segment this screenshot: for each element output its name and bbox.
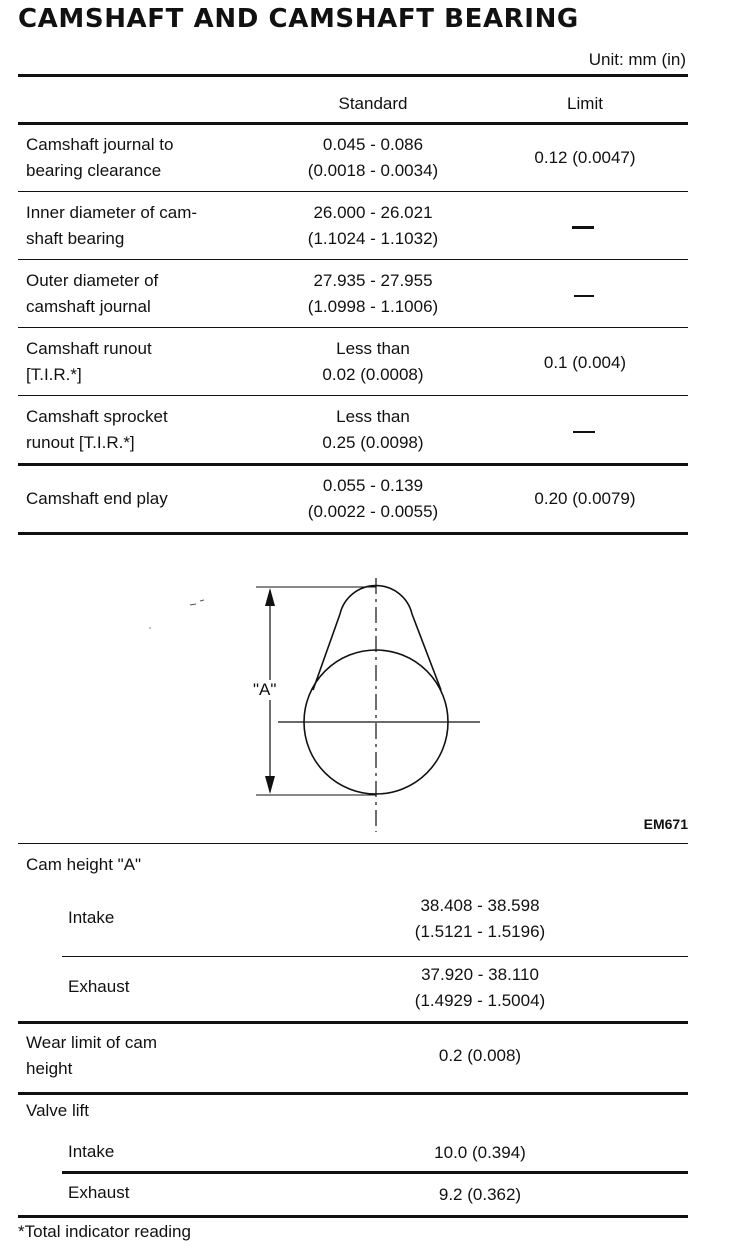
no-limit-dash [572,226,594,229]
table-rule [18,532,688,535]
row-standard: Less than 0.02 (0.0008) [322,339,424,384]
table-rule [18,122,688,125]
table-rule [18,463,688,466]
table-rule [18,395,688,396]
intake-valve-lift-value: 10.0 (0.394) [434,1143,526,1162]
table-rule [18,259,688,260]
no-limit-dash [574,295,594,297]
table-rule [62,956,688,957]
table-rule [18,74,688,77]
figure-code: EM671 [643,816,688,832]
row-standard: 27.935 - 27.955 (1.0998 - 1.1006) [307,271,439,316]
row-name: Camshaft journal to bearing clearance [26,135,174,180]
table-rule [18,1021,688,1024]
footnote: *Total indicator reading [18,1222,191,1241]
exhaust-cam-height-value: 37.920 - 38.110 (1.4929 - 1.5004) [414,965,546,1010]
wear-limit-value: 0.2 (0.008) [438,1046,522,1065]
row-name: Camshaft runout [T.I.R.*] [26,339,152,384]
row-standard: 0.045 - 0.086 (0.0018 - 0.0034) [307,135,439,180]
cam-lobe-diagram [0,540,736,840]
table-rule [18,1092,688,1095]
dimension-label-a: "A" [253,680,277,699]
valve-lift-label: Valve lift [26,1101,89,1120]
row-name: Camshaft end play [26,489,168,508]
exhaust-valve-lift-value: 9.2 (0.362) [438,1185,522,1204]
table-rule [18,1215,688,1218]
row-standard: 0.055 - 0.139 (0.0022 - 0.0055) [307,476,439,521]
cam-height-label: Cam height "A" [26,855,142,874]
table-rule [62,1171,688,1174]
row-standard: 26.000 - 26.021 (1.1024 - 1.1032) [307,203,439,248]
no-limit-dash [573,431,595,433]
intake-cam-height-value: 38.408 - 38.598 (1.5121 - 1.5196) [414,896,546,941]
row-limit: 0.12 (0.0047) [534,148,636,167]
row-name: Camshaft sprocket runout [T.I.R.*] [26,407,168,452]
intake-label: Intake [68,1142,115,1161]
wear-limit-label: Wear limit of cam height [26,1033,157,1078]
table-rule [18,843,688,844]
row-limit: 0.1 (0.004) [543,353,627,372]
row-name: Outer diameter of camshaft journal [26,271,159,316]
unit-label: Unit: mm (in) [588,50,686,69]
exhaust-label: Exhaust [68,1183,130,1202]
row-limit: 0.20 (0.0079) [534,489,636,508]
row-name: Inner diameter of cam- shaft bearing [26,203,198,248]
table-rule [18,191,688,192]
header-limit: Limit [567,94,603,113]
intake-label: Intake [68,908,115,927]
exhaust-label: Exhaust [68,977,130,996]
table-rule [18,327,688,328]
page-title: CAMSHAFT AND CAMSHAFT BEARING [18,4,579,34]
row-standard: Less than 0.25 (0.0098) [322,407,424,452]
header-standard: Standard [338,94,408,113]
